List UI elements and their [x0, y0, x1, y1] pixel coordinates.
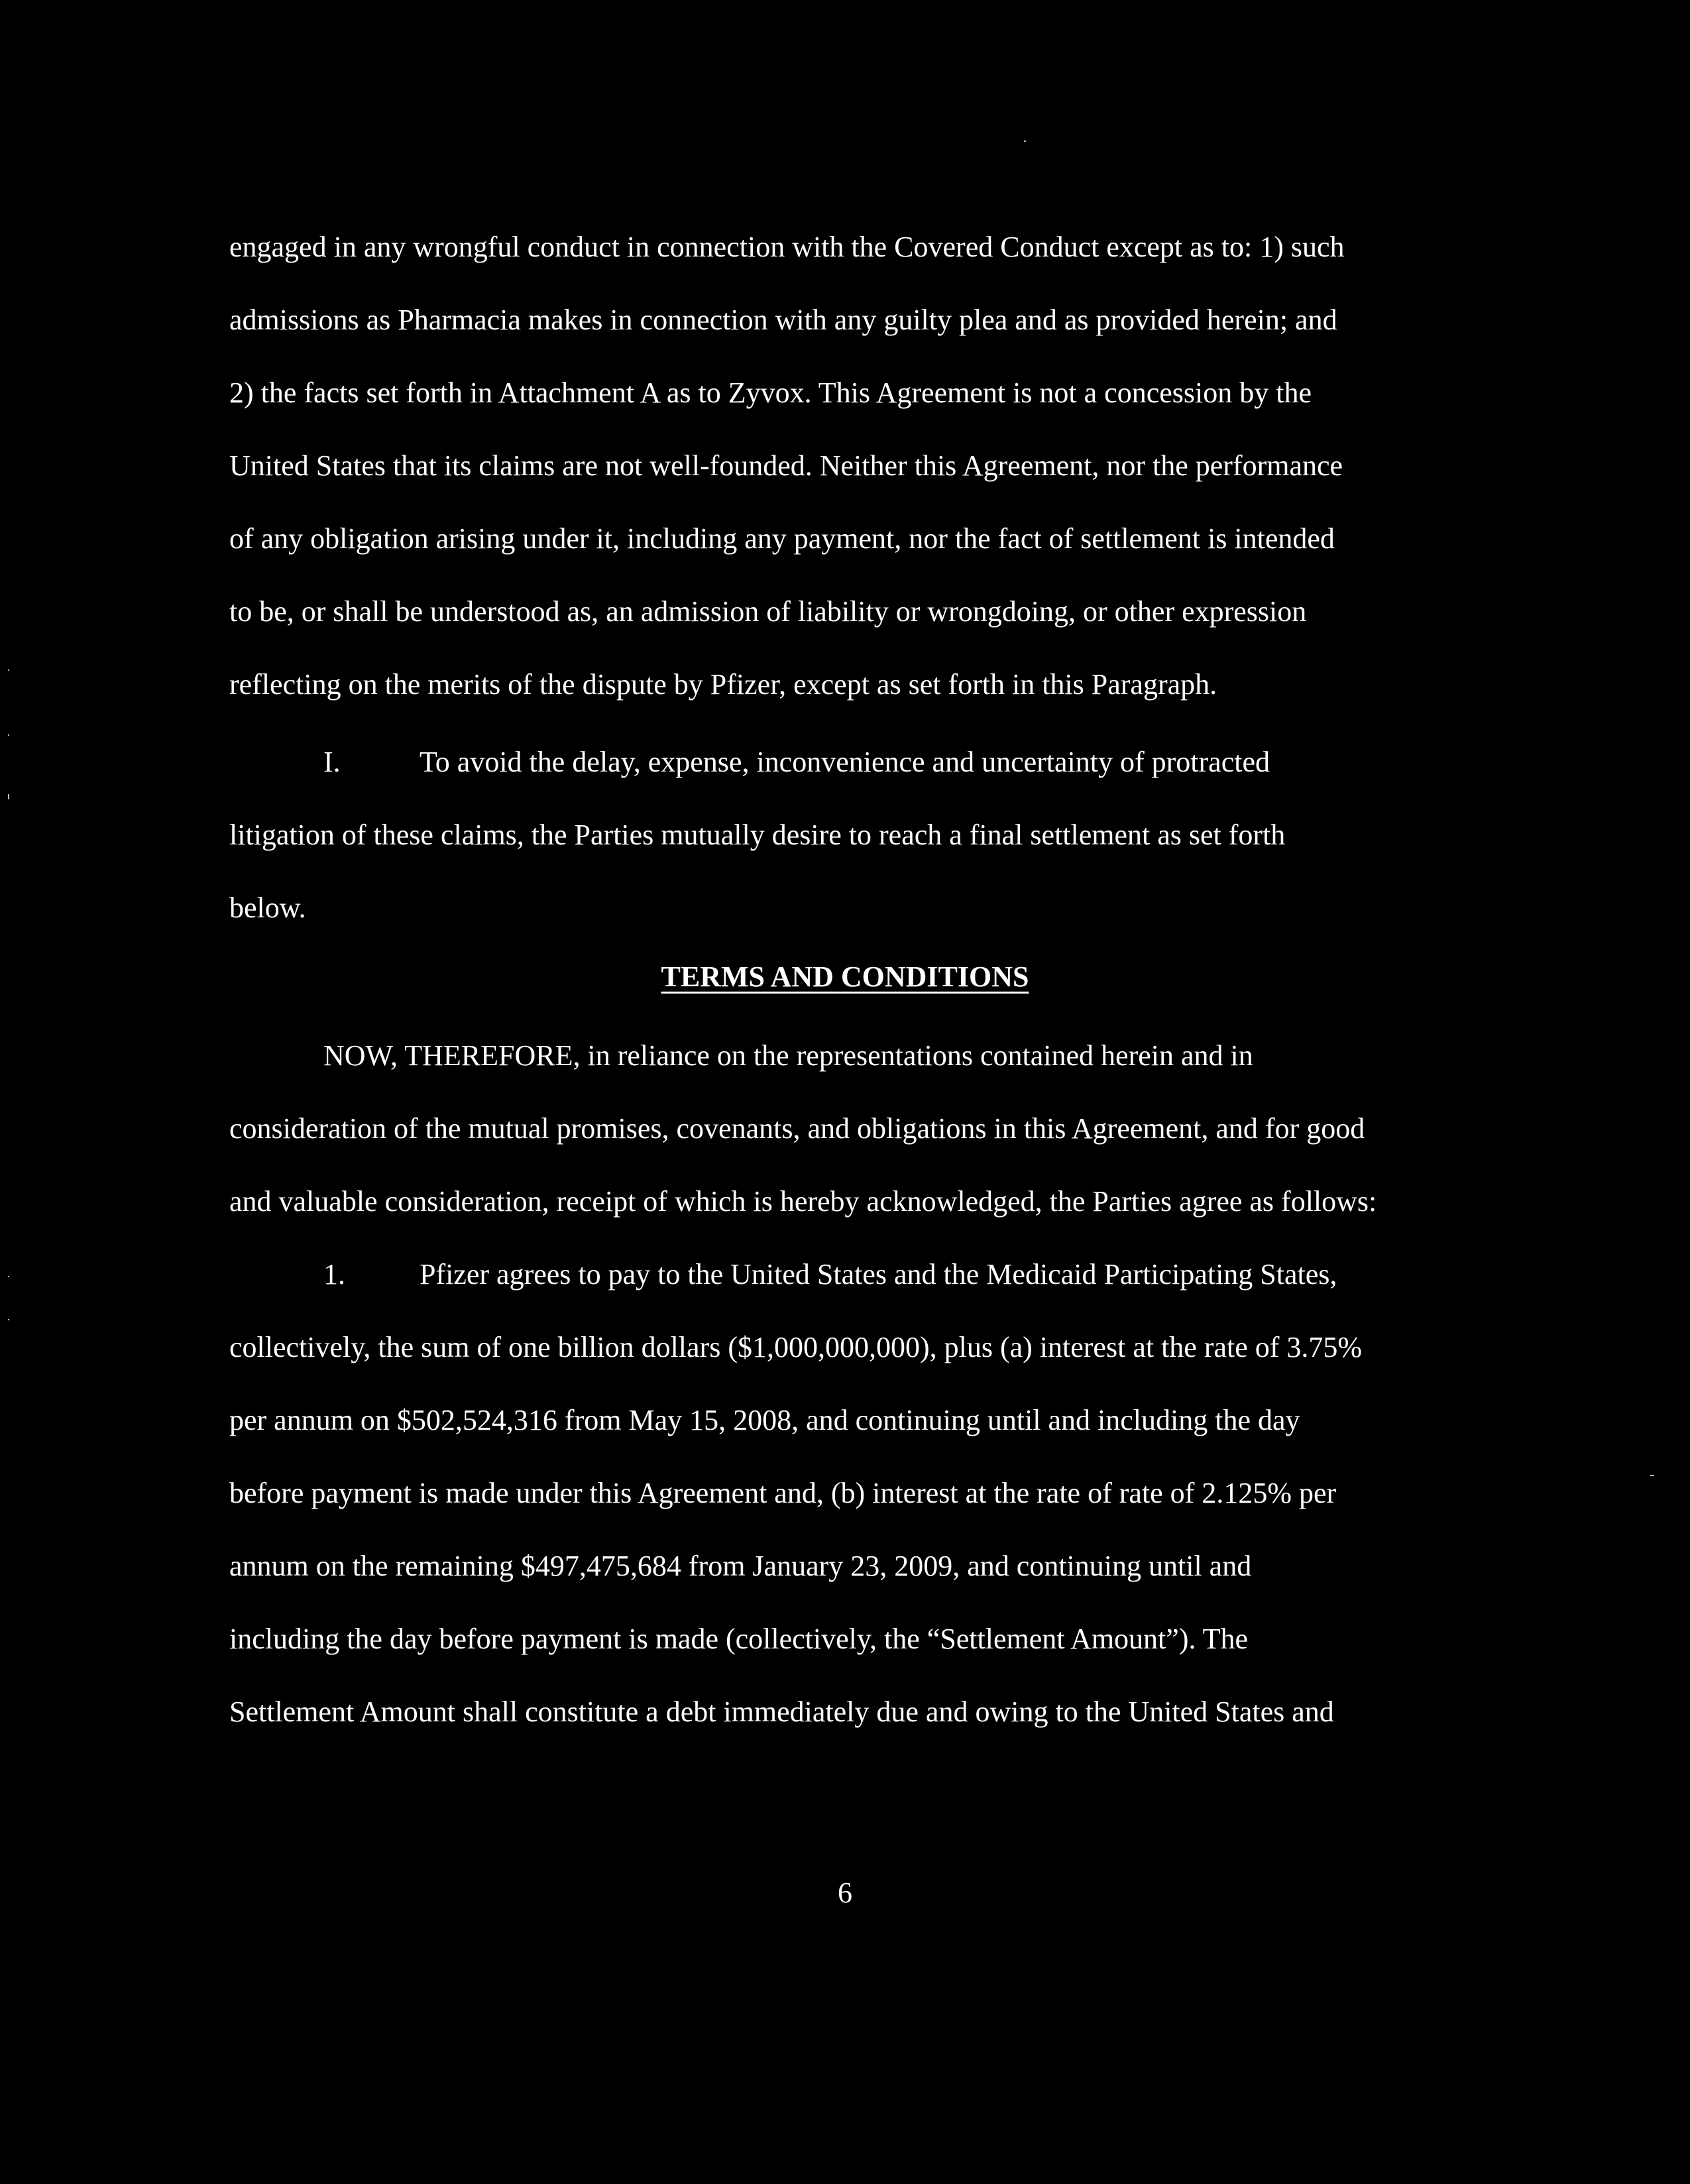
now-therefore-paragraph: [229, 1019, 1489, 1238]
scan-speck: [8, 1319, 9, 1320]
paragraph-number: I.: [323, 746, 341, 778]
paragraph-number: 1.: [323, 1258, 345, 1291]
text-line: collectively, the sum of one billion dollars ($1,000,000,000), plus (a) interest at the rate of 3.75%: [229, 1331, 1363, 1363]
page-number: 6: [838, 1876, 852, 1909]
text-line: Pfizer agrees to pay to the United States and the Medicaid Participating States,: [420, 1258, 1337, 1291]
text-line: to be, or shall be understood as, an admission of liability or wrongdoing, or other expression: [229, 595, 1307, 628]
text-line: admissions as Pharmacia makes in connection with any guilty plea and as provided herein; and: [229, 304, 1337, 336]
paragraph-first-line: [229, 1238, 1489, 1311]
text-line: per annum on $502,524,316 from May 15, 2008, and continuing until and including the day: [229, 1404, 1300, 1436]
paragraph-first-line: [229, 726, 1489, 799]
scan-speck: [8, 669, 9, 671]
section-heading: TERMS AND CONDITIONS: [661, 960, 1029, 993]
text-line: before payment is made under this Agreement and, (b) interest at the rate of rate of 2.125% per: [229, 1477, 1337, 1509]
paragraph-i: [229, 726, 1489, 945]
scan-speck: [8, 1276, 9, 1277]
text-line: United States that its claims are not well-founded. Neither this Agreement, nor the performance: [229, 449, 1343, 482]
text-line: of any obligation arising under it, including any payment, nor the fact of settlement is intended: [229, 522, 1335, 555]
text-line: Settlement Amount shall constitute a debt immediately due and owing to the United States and: [229, 1695, 1334, 1728]
text-line: including the day before payment is made (collectively, the “Settlement Amount”). The: [229, 1623, 1249, 1655]
text-line: engaged in any wrongful conduct in connection with the Covered Conduct except as to: 1) such: [229, 231, 1345, 263]
text-line: NOW, THEREFORE, in reliance on the representations contained herein and in: [323, 1039, 1253, 1072]
scan-speck: [1650, 1475, 1654, 1476]
text-line: reflecting on the merits of the dispute by Pfizer, except as set forth in this Paragraph.: [229, 668, 1217, 701]
text-line: 2) the facts set forth in Attachment A as to Zyvox. This Agreement is not a concession by the: [229, 376, 1312, 409]
opening-paragraph: [229, 211, 1489, 721]
scan-speck: [1024, 141, 1026, 142]
text-line: and valuable consideration, receipt of which is hereby acknowledged, the Parties agree as follows:: [229, 1185, 1377, 1218]
text-line: litigation of these claims, the Parties mutually desire to reach a final settlement as set forth: [229, 819, 1286, 851]
text-line: annum on the remaining $497,475,684 from January 23, 2009, and continuing until and: [229, 1550, 1252, 1582]
scan-speck: [8, 734, 9, 736]
text-line: To avoid the delay, expense, inconvenience and uncertainty of protracted: [420, 746, 1270, 778]
scan-speck: [8, 794, 9, 799]
text-line: consideration of the mutual promises, covenants, and obligations in this Agreement, and for good: [229, 1112, 1365, 1145]
text-line: below.: [229, 891, 306, 924]
paragraph-1: [229, 1238, 1489, 1749]
